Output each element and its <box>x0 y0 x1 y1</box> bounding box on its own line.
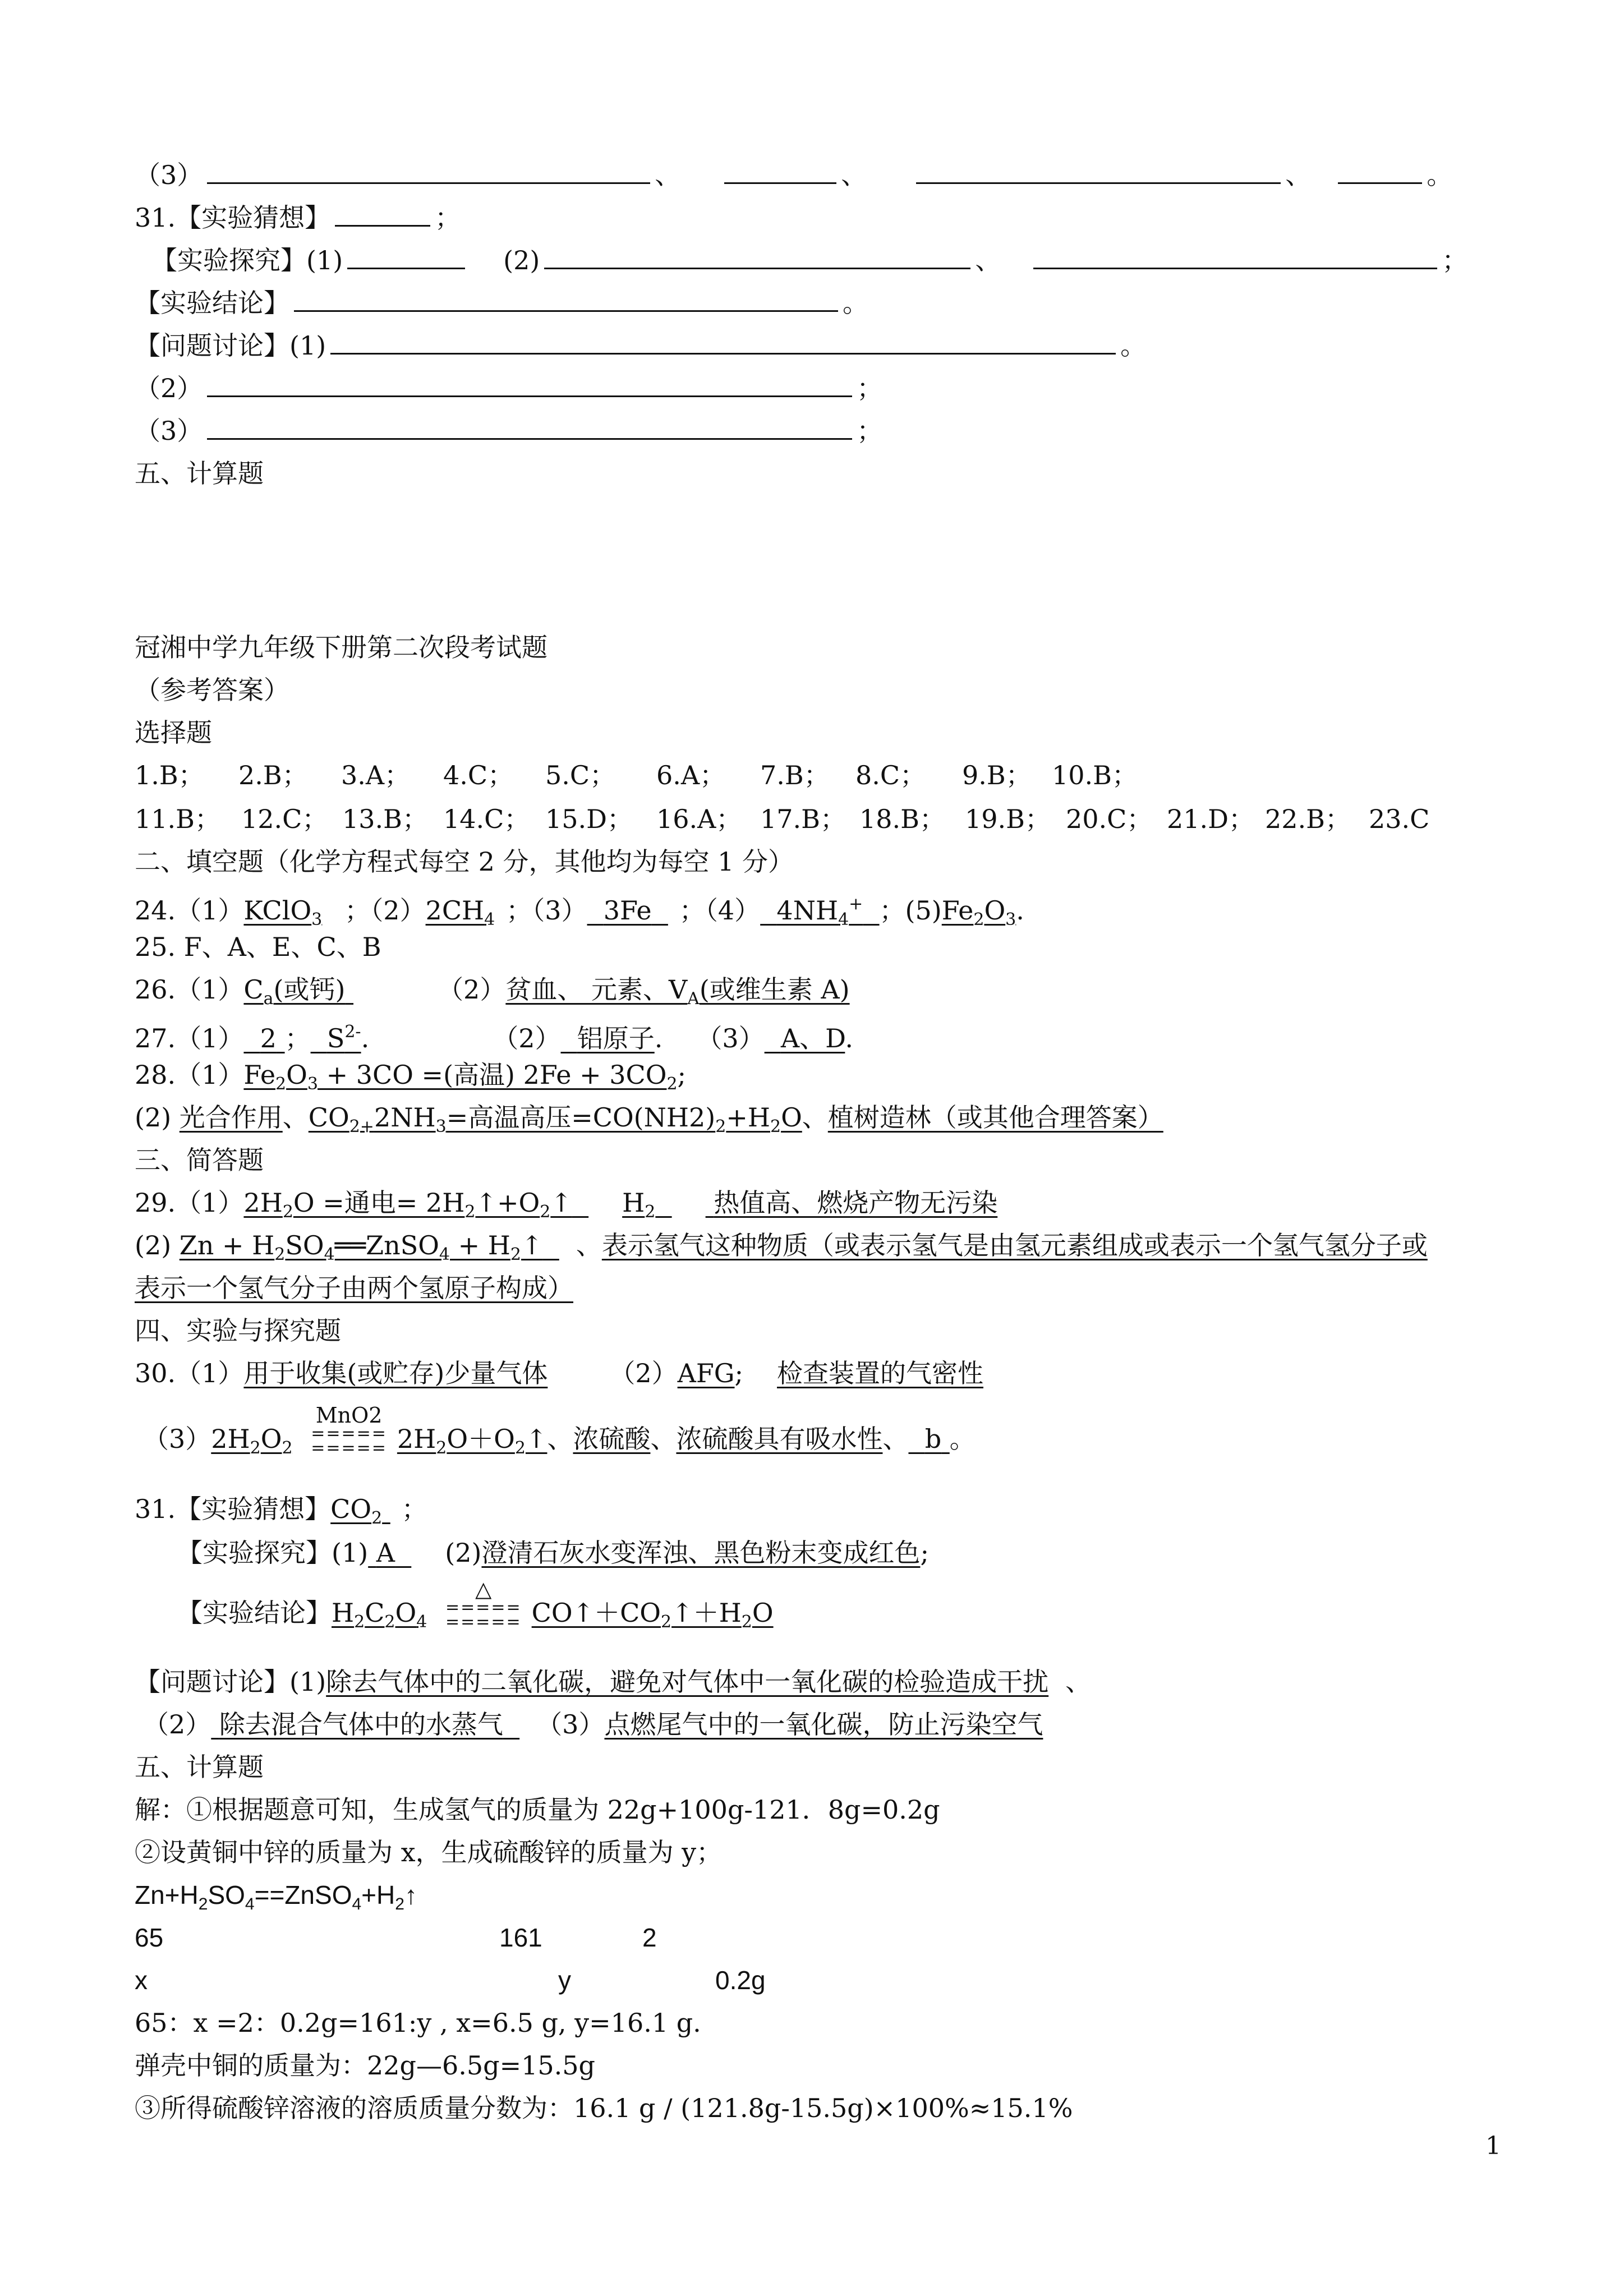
blank[interactable] <box>1033 245 1437 269</box>
section-heading: 五、计算题 <box>135 458 264 489</box>
choice-answer: 16.A； <box>656 804 742 834</box>
sep: 、 <box>975 245 1001 275</box>
blank[interactable] <box>294 288 838 312</box>
answer-value: $CO_2$ <box>330 1494 383 1528</box>
answer-q26: $26.(1)C_a$(或钙) （2）贫血、 元素、$V_A$(或维生素 A) <box>135 974 850 1009</box>
answer-value: 澄清石灰水变浑浊、黑色粉末变成红色 <box>481 1538 921 1568</box>
label: 【实验结论】 <box>135 288 289 318</box>
choice-answer: 8.C； <box>855 760 926 790</box>
choice-answer: 23.C <box>1369 804 1430 834</box>
choice-answer: 10.B； <box>1052 760 1138 790</box>
label: 31.【实验猜想】 <box>135 203 331 233</box>
choice-answer: 22.B； <box>1265 804 1351 834</box>
answer-q31-disc2: （2） 除去混合气体中的水蒸气 （3）点燃尾气中的一氧化碳，防止污染空气 <box>143 1709 1043 1740</box>
answer-q31-conc: 【实验结论】$H_2C_2O_4$ △ ===== ===== $CO↑+CO_2↑+H_2O$ <box>177 1577 774 1632</box>
reaction-condition: △ ===== ===== <box>445 1577 522 1632</box>
choice-answer: 14.C； <box>443 804 530 834</box>
choice-answer: 11.B； <box>135 804 220 834</box>
answer-value: 光合作用 <box>179 1102 283 1133</box>
answer-q25: 25. F、A、E、C、B <box>135 932 381 962</box>
answer-value: $2H_2O_2$ <box>211 1424 293 1458</box>
choice-answer: 4.C； <box>443 760 514 790</box>
answer-value: $Fe_2O_3 + 3CO$ =(高温) $2Fe + 3CO_2$ <box>243 1060 678 1094</box>
sep: 、 <box>655 160 681 190</box>
calc-line: 解：①根据题意可知，生成氢气的质量为 22g+100g-121．8g=0.2g <box>135 1795 940 1825</box>
sep: ； <box>857 416 883 446</box>
answer-value: 表示一个氢气分子由两个氢原子构成） <box>135 1273 573 1303</box>
calc-value: 2 <box>642 1923 657 1952</box>
blank[interactable] <box>207 416 852 440</box>
answer-q24: 24.（1）KClO$_3$ ；$(2)2CH_4$ ；（3） 3Fe ；（4） $4NH_4^+$ ；$(5)Fe_2O_3$. <box>135 894 1024 930</box>
calc-value: y <box>558 1966 571 1995</box>
blank[interactable] <box>347 245 465 269</box>
label: 【问题讨论】(1) <box>135 330 326 361</box>
answer-subtitle: （参考答案） <box>135 675 289 705</box>
answer-q29-2: (2) $Zn + H_2SO_4══ZnSO_4$ + $H_2↑$ 、表示氢气这种物质（或表示氢气是由氢元素组成或表示一个氢气氢分子或 <box>135 1230 1428 1264</box>
calc-line: ③所得硫酸锌溶液的溶质质量分数为：16.1 g / (121.8g-15.5g)×100%≈15.1% <box>135 2093 1073 2123</box>
answer-q28-2: (2) 光合作用、$CO_{2+}2NH_3=$高温高压$=CO(NH2)_2+H_2O$、植树造林（或其他合理答案） <box>135 1102 1163 1137</box>
section-heading: 四、实验与探究题 <box>135 1315 341 1346</box>
choice-answer: 18.B； <box>859 804 945 834</box>
label: 【实验探究】(1) <box>151 245 343 275</box>
sep: ； <box>857 373 883 403</box>
sep: ； <box>435 203 461 233</box>
section-heading: 五、计算题 <box>135 1752 264 1782</box>
choice-answer: 7.B； <box>760 760 830 790</box>
calc-value: 65 <box>135 1923 164 1952</box>
answer-value: $2H_2O+O_2↑$ <box>397 1424 548 1458</box>
blank[interactable] <box>207 160 650 184</box>
page-number: 1 <box>1485 2132 1501 2160</box>
choice-answer: 2.B； <box>238 760 308 790</box>
answer-q29-3 <box>135 1271 573 1305</box>
answer-value: 浓硫酸具有吸水性 <box>676 1424 883 1454</box>
answer-value: $S^{2-}$ <box>326 1022 361 1053</box>
answer-value: 热值高、燃烧产物无污染 <box>714 1188 998 1218</box>
label: (2) <box>503 245 540 275</box>
answer-value: 点燃尾气中的一氧化碳，防止污染空气 <box>604 1709 1043 1740</box>
answer-value: KClO$_3$ <box>243 895 323 930</box>
answer-value: 检查装置的气密性 <box>777 1358 983 1388</box>
choice-answer: 15.D； <box>545 804 633 834</box>
sep: 、 <box>1285 160 1312 190</box>
blank[interactable] <box>544 245 970 269</box>
answer-sheet-q31-probe <box>151 243 1467 277</box>
label: （3） <box>135 416 203 446</box>
answer-sheet-q31 <box>135 201 461 234</box>
reaction-condition: MnO2 ===== ===== <box>311 1403 387 1458</box>
answer-value: 除去混合气体中的水蒸气 <box>219 1709 503 1740</box>
answer-q31: 31.【实验猜想】$CO_2$ ； <box>135 1494 427 1528</box>
answer-value: 植树造林（或其他合理答案） <box>827 1102 1163 1133</box>
blank[interactable] <box>1338 160 1422 184</box>
blank[interactable] <box>335 203 430 227</box>
answer-sheet-q31-conc <box>135 286 868 320</box>
calc-value: x <box>135 1966 148 1995</box>
choice-answer: 21.D； <box>1167 804 1255 834</box>
label: （3） <box>135 160 203 190</box>
answer-sheet-q31-d3 <box>135 414 882 448</box>
answer-value: 浓硫酸 <box>573 1424 651 1454</box>
answer-sheet-q31-disc <box>135 329 1146 362</box>
answer-value: 贫血、 元素、$V_A$(或维生素 A) <box>505 974 850 1009</box>
answer-value: $C_a$(或钙) <box>243 974 346 1009</box>
section-heading: 二、填空题（化学方程式每空 2 分，其他均为每空 1 分） <box>135 846 794 877</box>
calc-line: 65：x =2：0.2g=161:y , x=6.5 g, y=16.1 g. <box>135 2008 701 2038</box>
answer-value: AFG <box>677 1358 735 1388</box>
section-heading: 选择题 <box>135 717 212 748</box>
answer-value: 铝原子 <box>577 1023 655 1053</box>
choice-answer: 1.B； <box>135 760 204 790</box>
answer-value: $H_2C_2O_4$ <box>332 1598 427 1632</box>
choice-answer: 6.A； <box>656 760 726 790</box>
choice-answer: 20.C； <box>1066 804 1153 834</box>
calc-line: ②设黄铜中锌的质量为 x，生成硫酸锌的质量为 y； <box>135 1837 723 1867</box>
answer-q31-disc: 【问题讨论】(1)除去气体中的二氧化碳，避免对气体中一氧化碳的检验造成干扰 、 <box>135 1667 1092 1697</box>
choice-answer: 19.B； <box>965 804 1051 834</box>
answer-value: $2CH_4$ <box>425 895 495 930</box>
answer-value: $4NH_4^+$ <box>776 894 863 930</box>
sep: 、 <box>841 160 867 190</box>
choice-answer: 3.A； <box>341 760 411 790</box>
answer-value: $2H_2O$ =通电= $2H_2↑+O_2↑$ <box>243 1188 572 1222</box>
answer-value: $Fe_2O_3$ <box>941 895 1016 930</box>
sep: ； <box>1442 245 1468 275</box>
choice-answer: 13.B； <box>342 804 428 834</box>
choice-answer: 5.C； <box>545 760 616 790</box>
blank[interactable] <box>724 160 836 184</box>
answer-sheet-q31-d2 <box>135 371 882 405</box>
answer-value: 用于收集(或贮存)少量气体 <box>243 1358 548 1388</box>
answer-value: 3Fe <box>603 895 652 926</box>
answer-value: $CO↑+CO_2↑+H_2O$ <box>531 1598 774 1632</box>
answer-value: $H_2$ <box>622 1188 656 1222</box>
blank[interactable] <box>916 160 1281 184</box>
answer-q30: 30.（1）用于收集(或贮存)少量气体 （2）AFG; 检查装置的气密性 <box>135 1358 983 1388</box>
answer-value: 2 <box>260 1023 277 1053</box>
answer-value: A、D <box>780 1023 845 1053</box>
choice-answer: 17.B； <box>760 804 846 834</box>
sep: 。 <box>1120 330 1147 361</box>
answer-q30-3: $(3)2H_2O_2$ MnO2 ===== ===== $2H_2O+O_2↑$、浓硫酸、浓硫酸具有吸水性、 b 。 <box>143 1403 976 1458</box>
answer-value: b <box>924 1424 942 1454</box>
answer-value: $Zn + H_2SO_4══ZnSO_4$ + $H_2↑$ <box>179 1230 543 1264</box>
answer-value: 表示氢气这种物质（或表示氢气是由氢元素组成或表示一个氢气氢分子或 <box>601 1230 1428 1260</box>
blank[interactable] <box>330 330 1116 355</box>
calc-line: 弹壳中铜的质量为：22g—6.5g=15.5g <box>135 2050 595 2081</box>
answer-q28: $28.(1)Fe_2O_3 + 3CO$ =(高温) $2Fe + 3CO_2$; <box>135 1060 687 1094</box>
choice-answer: 9.B； <box>962 760 1032 790</box>
label: （2） <box>135 373 203 403</box>
calc-value: 0.2g <box>715 1966 766 1995</box>
answer-sheet-q30-3 <box>135 158 1452 192</box>
answer-value: 除去气体中的二氧化碳，避免对气体中一氧化碳的检验造成干扰 <box>326 1667 1049 1697</box>
answer-value: $CO_{2+}2NH_3=$高温高压$=CO(NH2)_2+H_2O$ <box>308 1102 802 1137</box>
calc-value: 161 <box>499 1923 542 1952</box>
sep: 。 <box>1427 160 1453 190</box>
blank[interactable] <box>207 373 852 397</box>
choice-answer: 12.C； <box>241 804 328 834</box>
answer-q31-probe: 【实验探究】(1) A (2)澄清石灰水变浑浊、黑色粉末变成红色; <box>177 1538 929 1568</box>
sep: 。 <box>843 288 868 318</box>
answer-q29: $29.(1)2H_2O$ =通电= $2H_2↑+O_2↑$ $H_2$ 热值高、燃烧产物无污染 <box>135 1188 998 1222</box>
answer-q27: 27.（1） 2 ； $S^{2-}$. （2） 铝原子. （3） A、D. <box>135 1022 853 1053</box>
answer-value: A <box>376 1538 395 1568</box>
section-heading: 三、简答题 <box>135 1145 264 1175</box>
calc-equation: $Zn+H_2SO_4==ZnSO_4+H_2↑$ <box>135 1880 417 1913</box>
answer-title: 冠湘中学九年级下册第二次段考试题 <box>135 632 548 662</box>
